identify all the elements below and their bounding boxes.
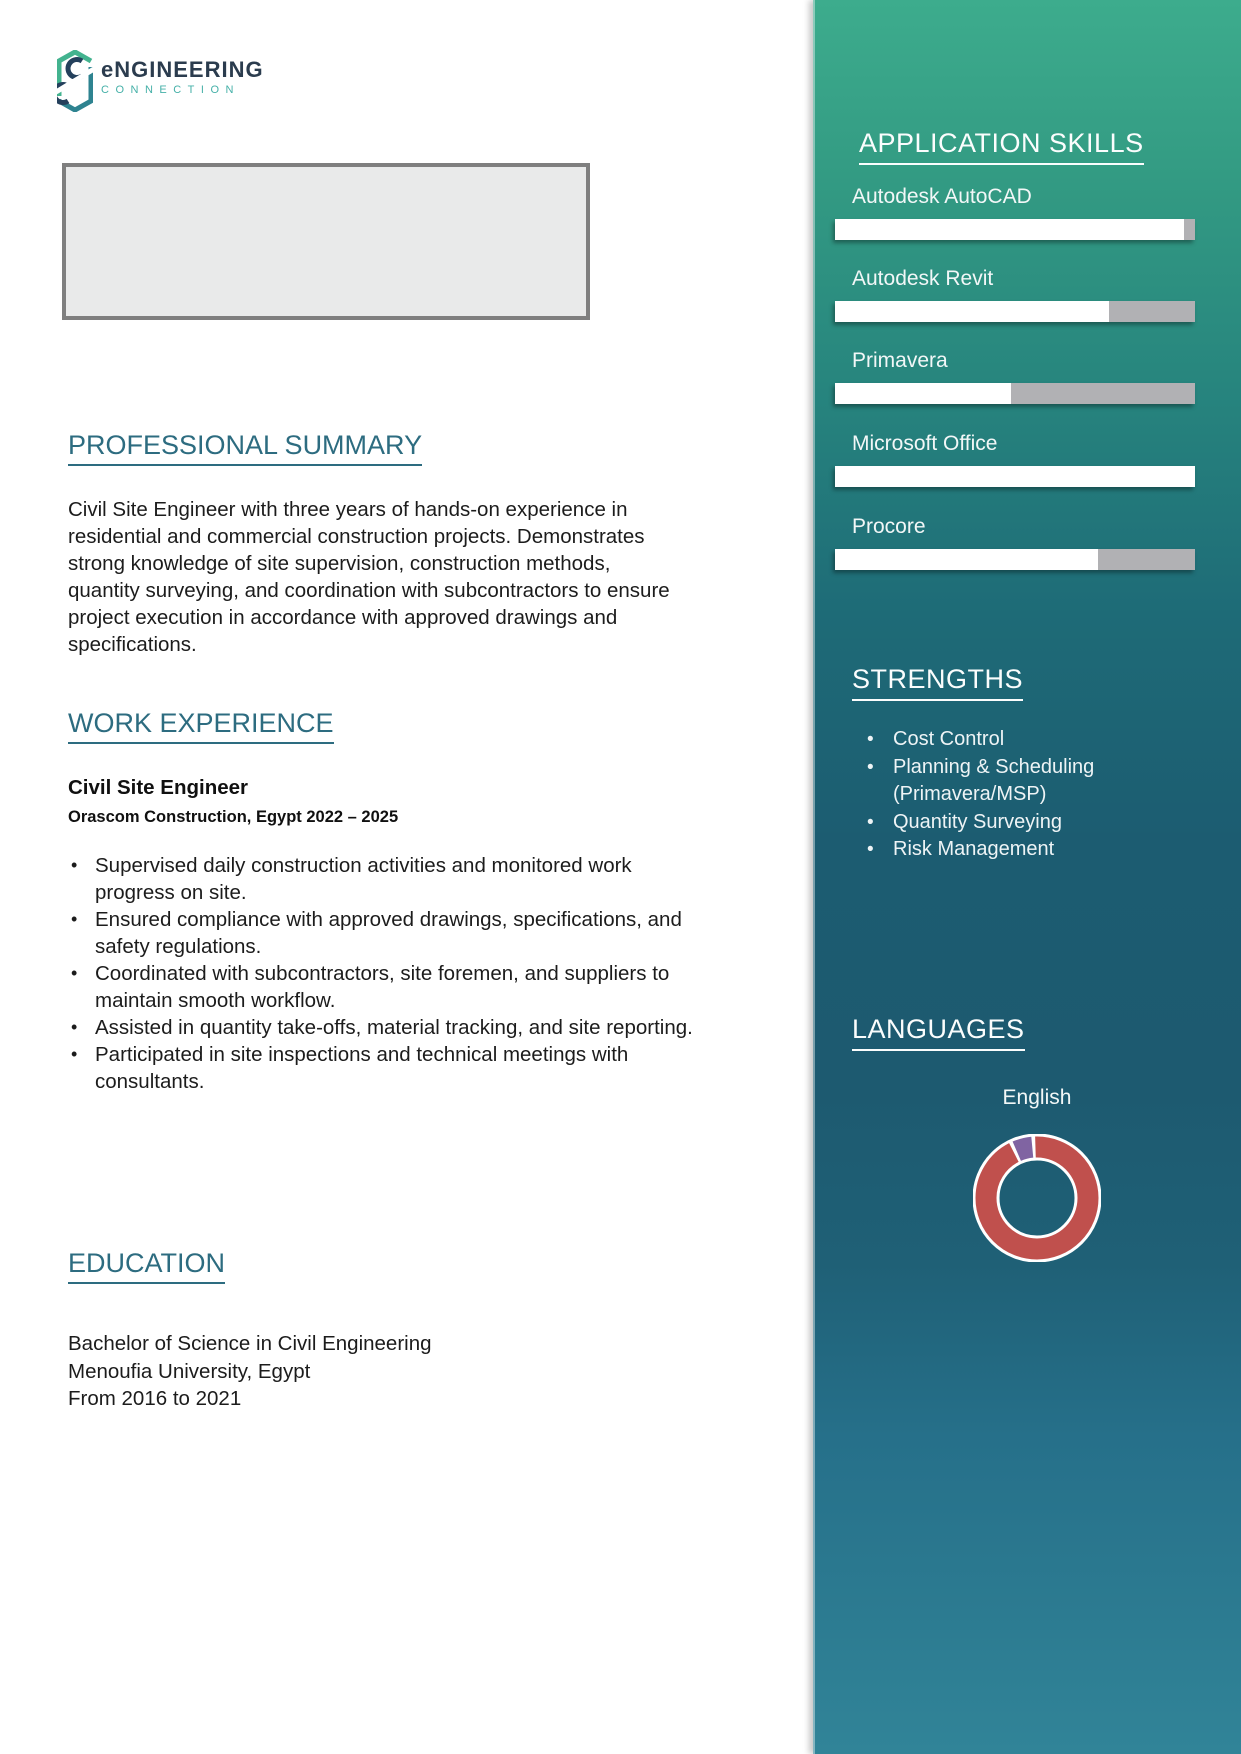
skill-progress-bar xyxy=(835,466,1195,487)
section-title-strengths: STRENGTHS xyxy=(852,664,1023,701)
strengths-list xyxy=(855,726,1125,864)
education-degree: Bachelor of Science in Civil Engineering xyxy=(68,1332,432,1355)
skill-progress-bar xyxy=(835,383,1195,404)
skill-name: Primavera xyxy=(852,349,948,372)
languages-donut-chart xyxy=(973,1134,1101,1262)
skill-progress-fill xyxy=(835,219,1184,240)
experience-bullet: • Assisted in quantity take-offs, material tracking, and site reporting. xyxy=(68,1014,700,1041)
donut-red-arc xyxy=(986,1147,1088,1249)
logo-subtitle: CONNECTION xyxy=(101,84,240,96)
education-university: Menoufia University, Egypt xyxy=(68,1359,311,1383)
photo-placeholder xyxy=(62,163,590,320)
section-title-work-experience: WORK EXPERIENCE xyxy=(68,708,334,744)
skill-progress-fill xyxy=(835,549,1098,570)
strength-item: • Quantity Surveying xyxy=(855,809,1125,837)
logo-wordmark xyxy=(101,50,264,112)
education-dates: From 2016 to 2021 xyxy=(68,1387,242,1410)
skill-progress-fill xyxy=(835,301,1109,322)
section-title-languages: LANGUAGES xyxy=(852,1014,1025,1051)
company-and-dates: Orascom Construction, Egypt 2022 – 2025 xyxy=(68,808,399,826)
experience-bullet: • Ensured compliance with approved drawings, specifications, and safety regulations. xyxy=(68,906,700,960)
education-details xyxy=(68,1330,432,1413)
sidebar xyxy=(813,0,1241,1754)
strength-item: • Cost Control xyxy=(855,726,1125,754)
skill-progress-bar xyxy=(835,219,1195,240)
skill-name: Microsoft Office xyxy=(852,432,998,455)
experience-bullet: • Participated in site inspections and technical meetings with consultants. xyxy=(68,1041,700,1095)
skill-progress-bar xyxy=(835,301,1195,322)
experience-bullet: • Supervised daily construction activities and monitored work progress on site. xyxy=(68,852,700,906)
company-logo xyxy=(57,50,264,112)
skill-progress-fill xyxy=(835,383,1011,404)
skill-name: Autodesk Revit xyxy=(852,267,994,290)
section-title-application-skills: APPLICATION SKILLS xyxy=(859,128,1144,165)
professional-summary-text: Civil Site Engineer with three years of hands-on experience in residential and commercial construction projects. Demonstrates strong knowledge of site supervision, construction methods, quantity surveying, and coordination with subcontractors to ensure project execution in accordance with approved drawings and specifications. xyxy=(68,498,670,656)
logo-hexagon-icon xyxy=(57,50,93,112)
logo-word xyxy=(101,58,264,82)
language-name-label: English xyxy=(1002,1086,1072,1109)
skill-name: Procore xyxy=(852,515,926,538)
logo-word-first-letter: e xyxy=(101,57,115,82)
logo-word-rest: NGINEERING xyxy=(114,57,264,82)
skill-progress-fill xyxy=(835,466,1195,487)
strength-item: • Risk Management xyxy=(855,836,1125,864)
skill-progress-bar xyxy=(835,549,1195,570)
section-title-professional-summary: PROFESSIONAL SUMMARY xyxy=(68,430,422,466)
strength-item: • Planning & Scheduling (Primavera/MSP) xyxy=(855,754,1125,809)
job-title: Civil Site Engineer xyxy=(68,776,248,799)
experience-bullet: • Coordinated with subcontractors, site foremen, and suppliers to maintain smooth workflow. xyxy=(68,960,700,1014)
section-title-education: EDUCATION xyxy=(68,1248,225,1284)
experience-bullet-list xyxy=(68,852,700,1095)
skill-name: Autodesk AutoCAD xyxy=(852,185,1032,208)
